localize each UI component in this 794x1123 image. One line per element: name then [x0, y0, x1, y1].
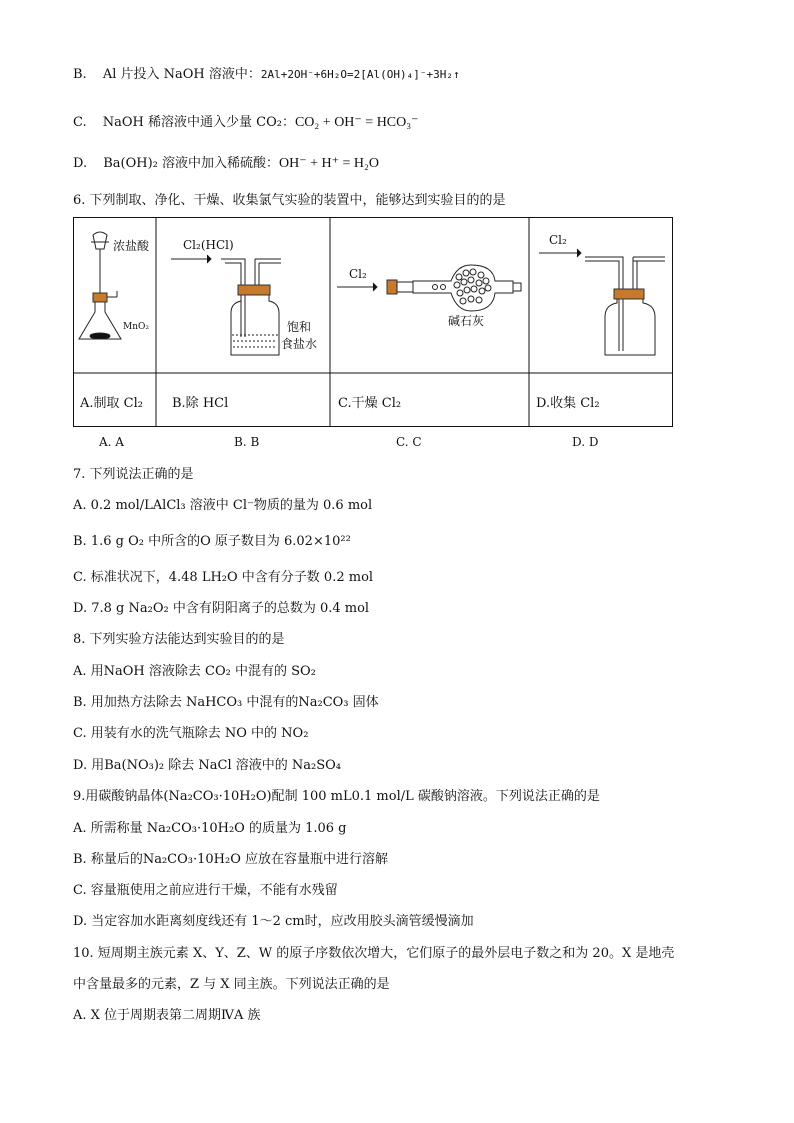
gas-cl2-drying: Cl₂	[349, 267, 367, 281]
q5-option-b-label: B.	[73, 67, 87, 82]
q7-option-b: B. 1.6 g O₂ 中所含的O 原子数目为 6.02×10²²	[73, 534, 351, 549]
q6-choice-a: A. A	[99, 435, 124, 449]
q5-option-d	[73, 155, 379, 173]
q7-option-d: D. 7.8 g Na₂O₂ 中含有阴阳离子的总数为 0.4 mol	[73, 601, 370, 616]
q8-option-b: B. 用加热方法除去 NaHCO₃ 中混有的Na₂CO₃ 固体	[73, 695, 379, 710]
q9-option-b: B. 称量后的Na₂CO₃·10H₂O 应放在容量瓶中进行溶解	[73, 852, 388, 867]
q7-option-a: A. 0.2 mol/LAlCl₃ 溶液中 Cl⁻物质的量为 0.6 mol	[73, 498, 373, 513]
gas-cl2-collect: Cl₂	[549, 233, 567, 247]
reagent-mno2: MnO₂	[123, 322, 149, 332]
caption-d: D.收集 Cl₂	[536, 396, 600, 411]
caption-b: B.除 HCl	[172, 396, 229, 411]
wash-bottle	[171, 255, 281, 355]
q8-stem: 8. 下列实验方法能达到实验目的的是	[73, 632, 285, 647]
q6-stem: 6. 下列制取、净化、干燥、收集氯气实验的装置中，能够达到实验目的的是	[73, 193, 506, 208]
gas-cl2-hcl: Cl₂(HCl)	[183, 238, 234, 252]
brine-label: 食盐水	[281, 337, 318, 351]
q5-option-c-equation: CO₂ + OH⁻ = HCO₃⁻	[294, 115, 419, 130]
q6-choice-c: C. C	[396, 435, 422, 449]
caption-c: C.干燥 Cl₂	[338, 396, 402, 411]
q9-option-a: A. 所需称量 Na₂CO₃·10H₂O 的质量为 1.06 g	[73, 821, 347, 836]
q7-option-c: C. 标准状况下，4.48 LH₂O 中含有分子数 0.2 mol	[73, 570, 374, 585]
q5-option-d-equation: OH⁻ + H⁺ = H₂O	[279, 156, 380, 171]
q10-option-a: A. X 位于周期表第二周期ⅣA 族	[73, 1008, 261, 1023]
q5-option-d-text: Ba(OH)₂ 溶液中加入稀硫酸：	[103, 156, 280, 171]
saturated-label: 饱和	[287, 320, 312, 334]
q8-option-d: D. 用Ba(NO₃)₂ 除去 NaCl 溶液中的 Na₂SO₄	[73, 758, 341, 773]
collection-bottle	[539, 249, 665, 355]
q9-option-d: D. 当定容加水距离刻度线还有 1～2 cm时，应改用胶头滴管缓慢滴加	[73, 914, 474, 929]
q5-option-b-equation: 2Al+2OH⁻+6H₂O=2[Al(OH)₄]⁻+3H₂↑	[260, 68, 460, 81]
q8-option-a: A. 用NaOH 溶液除去 CO₂ 中混有的 SO₂	[73, 664, 316, 679]
q6-choice-b: B. B	[234, 435, 260, 449]
q5-option-b	[73, 66, 460, 84]
q5-option-c	[73, 114, 419, 132]
q7-stem: 7. 下列说法正确的是	[73, 467, 194, 482]
q10-stem-line-2: 中含量最多的元素，Z 与 X 同主族。下列说法正确的是	[73, 977, 390, 992]
reagent-conc-hcl: 浓盐酸	[113, 239, 150, 253]
q6-choice-d: D. D	[572, 435, 599, 449]
caption-a: A.制取 Cl₂	[80, 396, 143, 411]
soda-lime-label: 碱石灰	[448, 314, 485, 328]
q9-stem: 9.用碳酸钠晶体(Na₂CO₃·10H₂O)配制 100 mL0.1 mol/L 碳酸钠溶液。下列说法正确的是	[73, 789, 600, 804]
q5-option-c-label: C.	[73, 115, 87, 130]
q9-option-c: C. 容量瓶使用之前应进行干燥，不能有水残留	[73, 883, 338, 898]
q5-option-d-label: D.	[73, 156, 88, 171]
q8-option-c: C. 用装有水的洗气瓶除去 NO 中的 NO₂	[73, 726, 309, 741]
q10-stem-line-1: 10. 短周期主族元素 X、Y、Z、W 的原子序数依次增大，它们原子的最外层电子数之和为 20。X 是地壳	[73, 946, 675, 961]
q5-option-c-text: NaOH 稀溶液中通入少量 CO₂：	[102, 115, 295, 130]
q5-option-b-text: Al 片投入 NaOH 溶液中：	[102, 67, 261, 82]
